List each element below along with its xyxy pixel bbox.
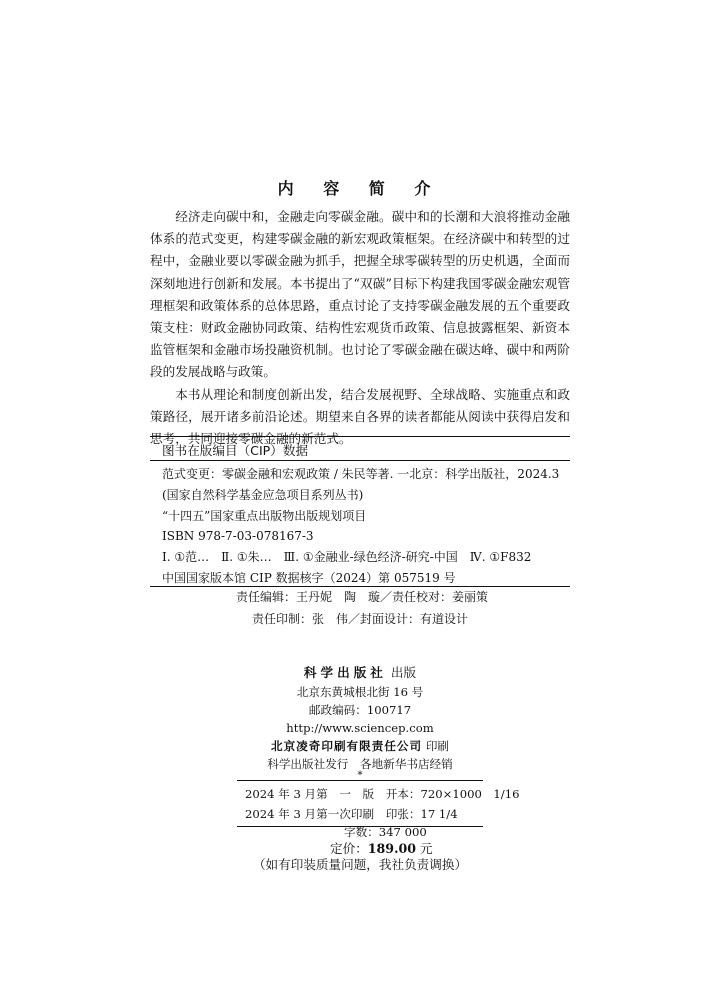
quality-note: （如有印装质量问题，我社负责调换） bbox=[252, 857, 468, 872]
printer-suffix: 印刷 bbox=[425, 739, 450, 753]
price-label: 定价： bbox=[330, 841, 368, 856]
postal-code: 邮政编码：100717 bbox=[308, 703, 412, 717]
cip-heading: 图书在版编目（CIP）数据 bbox=[162, 443, 309, 458]
price-value: 189.00 bbox=[367, 841, 416, 856]
publisher-suffix: 出版 bbox=[390, 665, 417, 680]
distribution-line: 科学出版社发行 各地新华书店经销 bbox=[267, 757, 453, 771]
price-unit: 元 bbox=[420, 841, 433, 856]
impression-line: 2024 年 3 月第一次印刷 印张：17 1/4 bbox=[245, 807, 458, 821]
word-count: 字数：347 000 bbox=[344, 825, 427, 839]
editor-credits: 责任编辑：王丹妮 陶 璇／责任校对：姜丽策 bbox=[236, 590, 489, 604]
printer-line bbox=[0, 738, 720, 755]
cip-line: 范式变更：零碳金融和宏观政策 / 朱民等著. 一北京：科学出版社，2024.3 bbox=[162, 467, 560, 481]
publisher-name: 科学出版社 bbox=[303, 665, 387, 680]
publisher-line bbox=[0, 664, 720, 681]
publisher-address: 北京东黄城根北街 16 号 bbox=[296, 685, 424, 699]
summary-paragraph: 经济走向碳中和，金融走向零碳金融。碳中和的长潮和大浪将推动金融体系的范式变更，构建零碳金融的新宏观政策框架。在经济碳中和转型的过程中，金融业要以零碳金融为抓手，把握全球零碳转型的历史机遇，全面而深刻地进行创新和发展。本书提出了“双碳”目标下构建我国零碳金融宏观管理框架和政策体系的总体思路，重点讨论了支持零碳金融发展的五个重要政策支柱：财政金融协同政策、结构性宏观货币政策、信息披露框架、新资本监管框架和金融市场投融资机制。也讨论了零碳金融在碳达峰、碳中和两阶段的发展战略与政策。 bbox=[150, 209, 570, 380]
cip-line: (国家自然科学基金应急项目系列丛书) bbox=[162, 487, 364, 502]
publisher-website: http://www.sciencep.com bbox=[286, 721, 434, 735]
printer-name: 北京凌奇印刷有限责任公司 bbox=[270, 739, 423, 753]
edition-line: 2024 年 3 月第 一 版 开本：720×1000 1/16 bbox=[245, 787, 520, 801]
cip-block bbox=[162, 464, 567, 589]
cip-line: “十四五”国家重点出版物出版规划项目 bbox=[162, 508, 367, 523]
summary-paragraph: 本书从理论和制度创新出发，结合发展视野、全球战略、实施重点和政策路径，展开诸多前沿论述。期望来自各界的读者都能从阅读中获得启发和思考，共同迎接零碳金融的新范式。 bbox=[150, 386, 570, 447]
cip-line: ISBN 978-7-03-078167-3 bbox=[162, 529, 314, 544]
content-summary bbox=[150, 206, 570, 450]
edition-top-rule bbox=[237, 780, 483, 781]
cip-line: 中国国家版本馆 CIP 数据核字（2024）第 057519 号 bbox=[162, 570, 456, 585]
cip-top-rule bbox=[150, 436, 570, 437]
price-line bbox=[330, 840, 433, 857]
cip-line: Ⅰ. ①范… Ⅱ. ①朱… Ⅲ. ①金融业-绿色经济-研究-中国 Ⅳ. ①F832 bbox=[162, 550, 532, 565]
cip-bottom-rule bbox=[150, 586, 570, 587]
production-credits: 责任印制：张 伟／封面设计：有道设计 bbox=[252, 612, 469, 626]
separator-star: * bbox=[357, 770, 363, 781]
cip-heading-rule bbox=[150, 460, 570, 461]
page-title: 内 容 简 介 bbox=[277, 179, 443, 198]
